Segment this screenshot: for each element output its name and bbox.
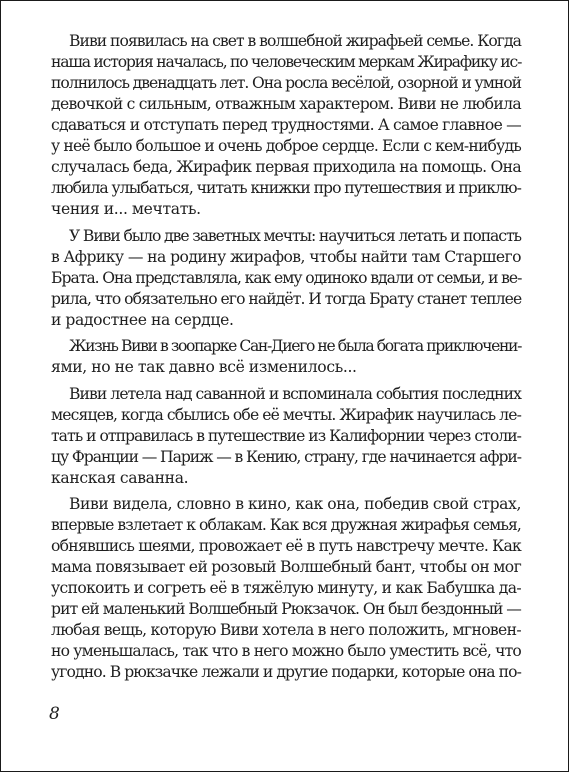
text-line: Виви летела над саванной и вспоминала события последних [69, 384, 521, 403]
text-line: тать и отправилась в путешествие из Калифорнии через столи- [51, 426, 521, 445]
text-line: канская саванна. [51, 468, 189, 487]
text-line: успокоить и согреть её в тяжёлую минуту, и как Бабушка да- [51, 579, 521, 597]
text-line: чения и... мечтать. [51, 200, 201, 218]
text-line: наша история началась, по человеческим меркам Жирафику ис- [51, 53, 522, 71]
text-line: полнилось двенадцать лет. Она росла весёлой, озорной и умной [51, 74, 522, 92]
text-line: девочкой с сильным, отважным характером. Виви не любила [51, 95, 521, 113]
text-line: месяцев, когда сбылись обе её мечты. Жирафик научилась ле- [51, 405, 521, 424]
text-line: любила улыбаться, читать книжки про путешествия и приклю- [51, 179, 521, 197]
text-line: обнявшись шеями, провожает её в путь навстречу мечте. Как [51, 537, 521, 555]
text-line: ями, но не так давно всё изменилось... [51, 358, 357, 376]
paragraph-1 [51, 31, 521, 220]
text-line: мама повязывает ей розовый Волшебный бант, чтобы он мог [51, 558, 522, 576]
text-line: Виви видела, словно в кино, как она, победив свой страх, [69, 495, 521, 513]
page-number: 8 [49, 704, 60, 724]
paragraph-5 [51, 494, 521, 683]
text-line: случалась беда, Жирафик первая приходила на помощь. Она [51, 158, 521, 176]
text-line: впервые взлетает к облакам. Как вся дружная жирафья семья, [51, 516, 521, 534]
paragraph-2 [51, 226, 521, 331]
text-line: любая вещь, которую Виви хотела в него положить, мгновен- [51, 621, 521, 639]
text-line: но уменьшалась, так что в него можно было уместить всё, что [51, 642, 521, 660]
text-line: Виви появилась на свет в волшебной жирафьей семье. Когда [69, 32, 521, 50]
text-line: рит ей маленький Волшебный Рюкзачок. Он был бездонный — [51, 600, 521, 618]
text-line: рила, что обязательно его найдёт. И тогда Брату станет теплее [51, 289, 522, 308]
body-text [51, 31, 521, 683]
text-line: Брата. Она представляла, как ему одиноко вдали от семьи, и ве- [51, 268, 522, 287]
text-line: у неё было большое и очень доброе сердце. Если с кем-нибудь [51, 137, 521, 155]
text-line: цу Франции — Париж — в Кению, страну, где начинается афри- [51, 447, 521, 466]
text-line: Жизнь Виви в зоопарке Сан-Диего не была богата приключени- [69, 337, 521, 355]
paragraph-4 [51, 384, 521, 489]
text-line: и радостнее на сердце. [51, 310, 234, 329]
paragraph-3 [51, 336, 521, 378]
text-line: сдаваться и отступать перед трудностями. А самое главное — [51, 116, 521, 134]
text-line: У Виви было две заветных мечты: научиться летать и попасть [69, 226, 521, 245]
text-line: в Африку — на родину жирафов, чтобы найти там Старшего [51, 247, 521, 266]
text-line: угодно. В рюкзачке лежали и другие подарки, которые она по- [51, 663, 521, 681]
